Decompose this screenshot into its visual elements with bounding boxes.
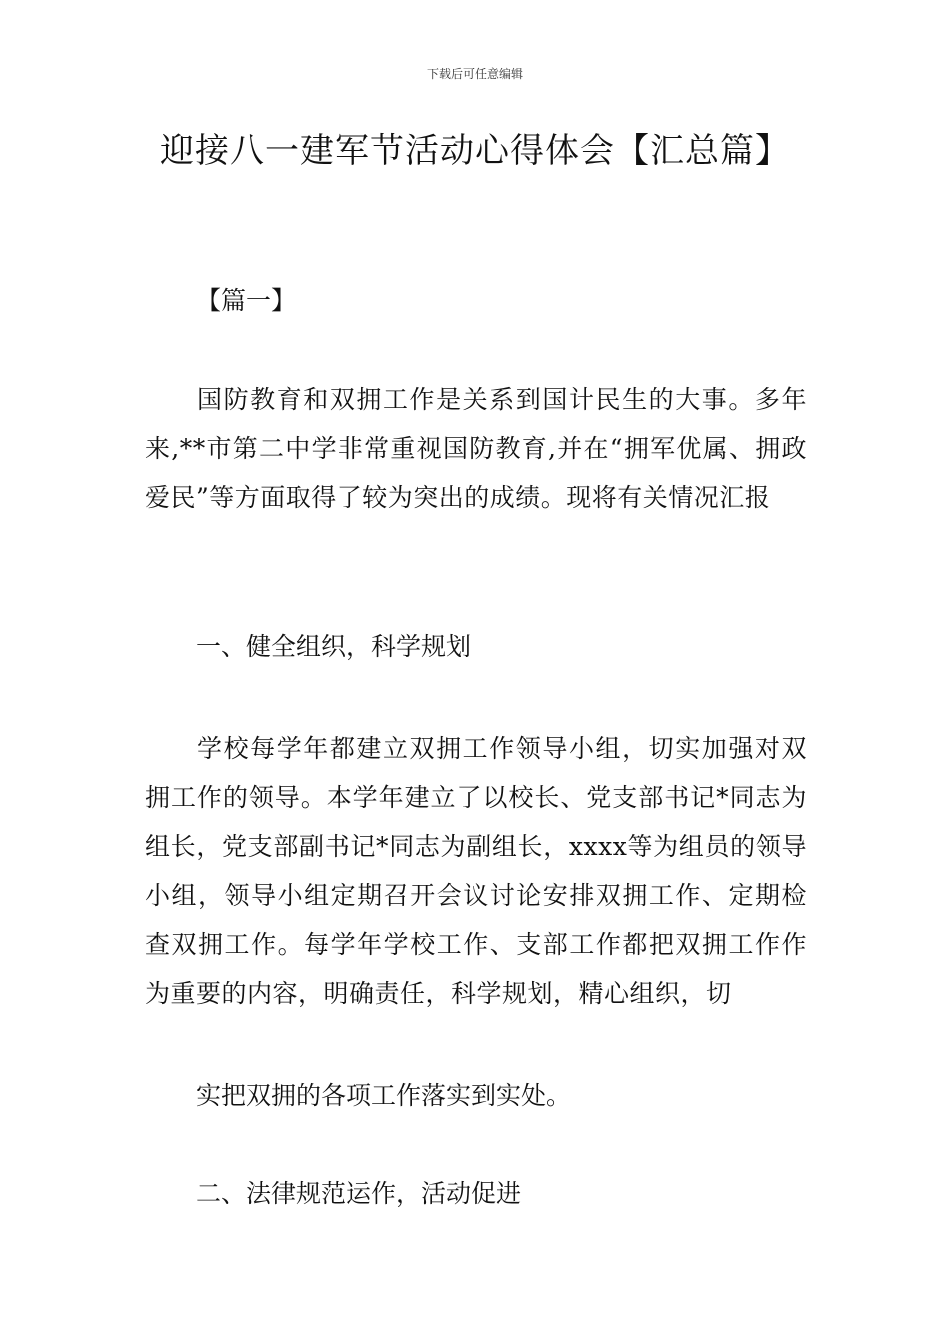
heading-section-one: 一、健全组织，科学规划 [196, 632, 472, 661]
part-label: 【篇一】 [196, 286, 297, 315]
header-note: 下载后可任意编辑 [426, 67, 523, 81]
heading-section-two: 二、法律规范运作，活动促进 [196, 1179, 522, 1208]
paragraph-intro: 国防教育和双拥工作是关系到国计民生的大事。多年来,**市第二中学非常重视国防教育,并在“拥军优属、拥政爱民”等方面取得了较为突出的成绩。现将有关情况汇报 [145, 385, 807, 512]
document-title: 迎接八一建军节活动心得体会【汇总篇】 [160, 131, 790, 171]
paragraph-section-one-continued: 实把双拥的各项工作落实到实处。 [196, 1081, 572, 1110]
paragraph-section-one: 学校每学年都建立双拥工作领导小组，切实加强对双拥工作的领导。本学年建立了以校长、党支部书记*同志为组长，党支部副书记*同志为副组长，xxxx等为组员的领导小组，领导小组定期召开会议讨论安排双拥工作、定期检查双拥工作。每学年学校工作、支部工作都把双拥工作作为重要的内容，明确责任，科学规划，精心组织，切 [145, 734, 807, 1008]
